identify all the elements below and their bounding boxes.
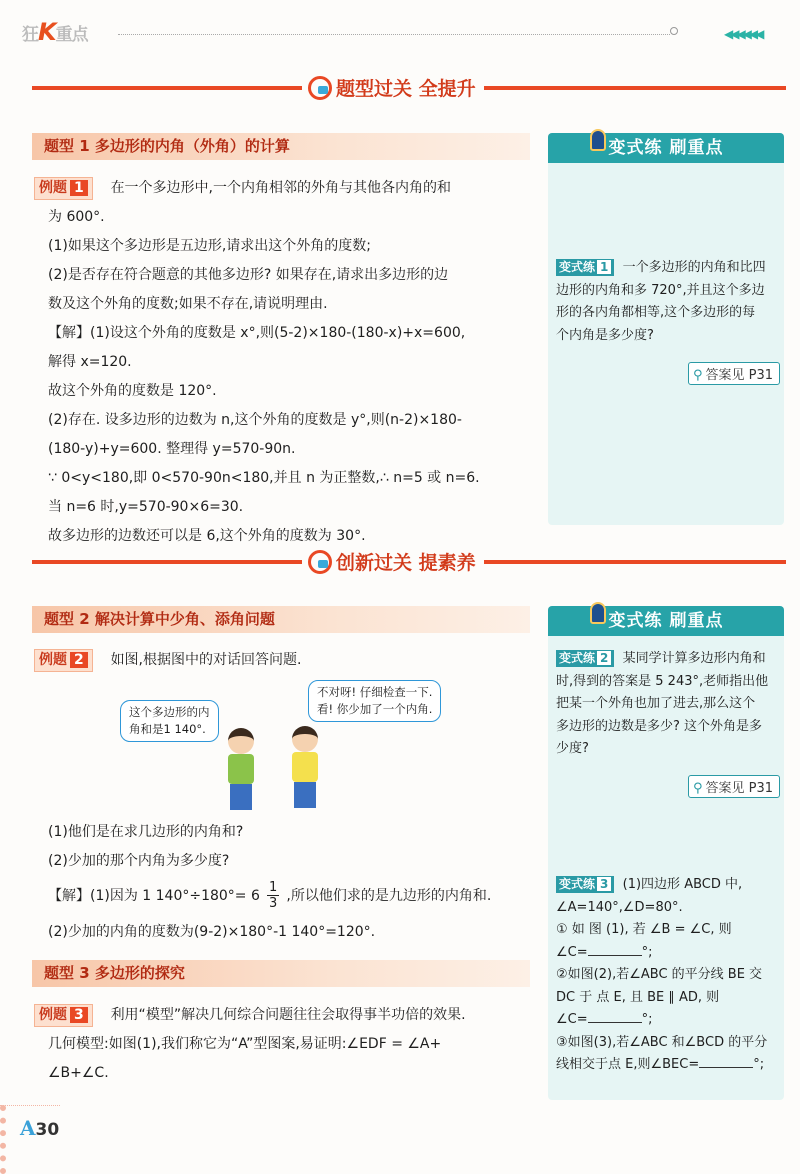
question-line: (2)少加的那个内角为多少度?	[48, 853, 230, 869]
text-line: (1)如果这个多边形是五边形,请求出这个外角的度数;	[48, 238, 371, 254]
example-tag: 例题 3	[34, 1004, 93, 1027]
section-banner-1	[302, 74, 484, 101]
text-line: 多边形的边数是多少? 这个外角是多	[556, 718, 763, 734]
solution-line: 故多边形的边数还可以是 6,这个外角的度数为 30°.	[48, 528, 366, 544]
solution-line: 当 n=6 时,y=570-90×6=30.	[48, 499, 244, 515]
solution-line: 【解】(1)设这个外角的度数是 x°,则(5-2)×180-(180-x)+x=600,	[48, 325, 466, 341]
solution-line: (2)存在. 设多边形的边数为 n,这个外角的度数是 y°,则(n-2)×180-	[48, 412, 462, 428]
dialogue-illustration	[120, 678, 480, 810]
practice-tag: 变式练 3	[556, 876, 614, 893]
example-2-questions	[48, 818, 243, 876]
text-line: DC 于 点 E, 且 BE ∥ AD, 则	[556, 989, 720, 1005]
text-line: 形的各内角都相等,这个多边形的每	[556, 305, 756, 320]
text-line: (2)是否存在符合题意的其他多边形? 如果存在,请求出多边形的边	[48, 267, 449, 283]
student-right	[292, 726, 318, 808]
topic-heading: 题型 1 多边形的内角（外角）的计算	[32, 133, 530, 160]
speech-bubble-right: 不对呀! 仔细检查一下. 看! 你少加了一个内角.	[308, 680, 441, 722]
text-line: ① 如 图 (1), 若 ∠B = ∠C, 则	[556, 922, 732, 937]
target-icon	[308, 76, 332, 100]
compass-icon: A	[20, 1116, 36, 1140]
practice-panel-1	[548, 133, 784, 525]
answer-blank[interactable]	[699, 1067, 753, 1068]
question-line: (1)他们是在求几边形的内角和?	[48, 824, 244, 840]
solution-line: (2)少加的内角的度数为(9-2)×180°-1 140°=120°.	[48, 924, 376, 940]
target-icon	[308, 550, 332, 574]
fraction: $\frac{1}{3}$	[269, 880, 278, 911]
section-banner-2	[302, 548, 484, 575]
answer-blank[interactable]	[588, 955, 642, 956]
key-icon: ⚲	[693, 368, 703, 383]
page-number: A30	[20, 1116, 60, 1140]
header-dotted-line	[118, 34, 670, 35]
answer-blank-line: 线相交于点 E,则∠BEC= °;	[556, 1057, 765, 1072]
answer-reference[interactable]: ⚲ 答案见 P31	[688, 362, 780, 385]
topic-heading: 题型 2 解决计算中少角、添角问题	[32, 606, 530, 633]
practice-3: 变式练 3 (1)四边形 ABCD 中, ∠A=140°,∠D=80°. ① 如 图 (1), 若 ∠B = ∠C, 则 ∠C= °; ②如图(2),若∠ABC 的平分线 BE 交 DC 于 点 E, 且 BE ∥ AD, 则 ∠C= °; ③如图(3),若∠ABC 和∠BCD 的平分 线相交于点 E,则∠BEC= °;	[556, 874, 767, 1077]
text-line: 在一个多边形中,一个内角相邻的外角与其他各内角的和	[110, 180, 452, 196]
example-tag: 例题 1	[34, 177, 93, 200]
practice-1: 变式练 1 一个多边形的内角和比四 边形的内角和多 720°,并且这个多边 形的各内角都相等,这个多边形的每 个内角是多少度?	[556, 257, 766, 347]
answer-reference[interactable]: ⚲ 答案见 P31	[688, 775, 780, 798]
text-line: 个内角是多少度?	[556, 327, 654, 343]
practice-panel-2	[548, 606, 784, 1100]
text-line: 几何模型:如图(1),我们称它为“A”型图案,易证明:∠EDF = ∠A+	[48, 1036, 442, 1052]
speech-bubble-left: 这个多边形的内 角和是1 140°.	[120, 700, 219, 742]
section-title: 创新过关 提素养	[302, 548, 484, 575]
solution-line: ∵ 0<y<180,即 0<570-90n<180,并且 n 为正整数,∴ n=5 或 n=6.	[48, 470, 480, 486]
header-arrows-icon: ◀◀◀◀◀◀	[724, 27, 762, 41]
topic-heading: 题型 3 多边形的探究	[32, 960, 530, 987]
example-2	[34, 646, 301, 675]
key-icon: ⚲	[693, 781, 703, 796]
text-line: ∠A=140°,∠D=80°.	[556, 899, 683, 915]
text-line: 数及这个外角的度数;如果不存在,请说明理由.	[48, 296, 328, 312]
text-line: 边形的内角和多 720°,并且这个多边	[556, 282, 765, 298]
solution-line: 故这个外角的度数是 120°.	[48, 383, 217, 399]
practice-tag: 变式练 2	[556, 650, 614, 667]
text-line: 时,得到的答案是 5 243°,老师指出他	[556, 673, 769, 689]
text-line: ②如图(2),若∠ABC 的平分线 BE 交	[556, 967, 763, 982]
example-2-solution: 【解】(1)因为 1 140°÷180°= 6 $\frac{1}{3}$ ,所以他们求的是九边形的内角和.	[48, 880, 492, 911]
series-logo: 狂K重点	[22, 18, 88, 46]
example-1	[34, 174, 480, 551]
practice-2: 变式练 2 某同学计算多边形内角和 时,得到的答案是 5 243°,老师指出他 把某一个外角也加了进去,那么这个 多边形的边数是多少? 这个外角是多 少度?	[556, 648, 768, 761]
panel-heading: 变式练 刷重点	[548, 606, 784, 636]
text-line: 如图,根据图中的对话回答问题.	[110, 652, 302, 668]
text-line: 为 600°.	[48, 209, 105, 225]
solution-line: (180-y)+y=600. 整理得 y=570-90n.	[48, 441, 296, 457]
mascot-icon	[590, 602, 606, 624]
panel-heading: 变式练 刷重点	[548, 133, 784, 163]
practice-tag: 变式练 1	[556, 259, 614, 276]
answer-blank[interactable]	[588, 1022, 642, 1023]
header-circle-icon	[670, 27, 678, 35]
text-line: ③如图(3),若∠ABC 和∠BCD 的平分	[556, 1034, 768, 1050]
section-title: 题型过关 全提升	[302, 74, 484, 101]
text-line: 把某一个外角也加了进去,那么这个	[556, 696, 756, 711]
text-line: 少度?	[556, 741, 589, 756]
mascot-icon	[590, 129, 606, 151]
text-line: ∠B+∠C.	[48, 1065, 109, 1081]
answer-blank-line: ∠C= °;	[556, 1012, 653, 1027]
solution-line: 解得 x=120.	[48, 354, 132, 370]
student-left	[228, 728, 254, 810]
example-3	[34, 1001, 466, 1088]
answer-blank-line: ∠C= °;	[556, 944, 653, 960]
example-tag: 例题 2	[34, 649, 93, 672]
text-line: 利用“模型”解决几何综合问题往往会取得事半功倍的效果.	[110, 1007, 466, 1023]
